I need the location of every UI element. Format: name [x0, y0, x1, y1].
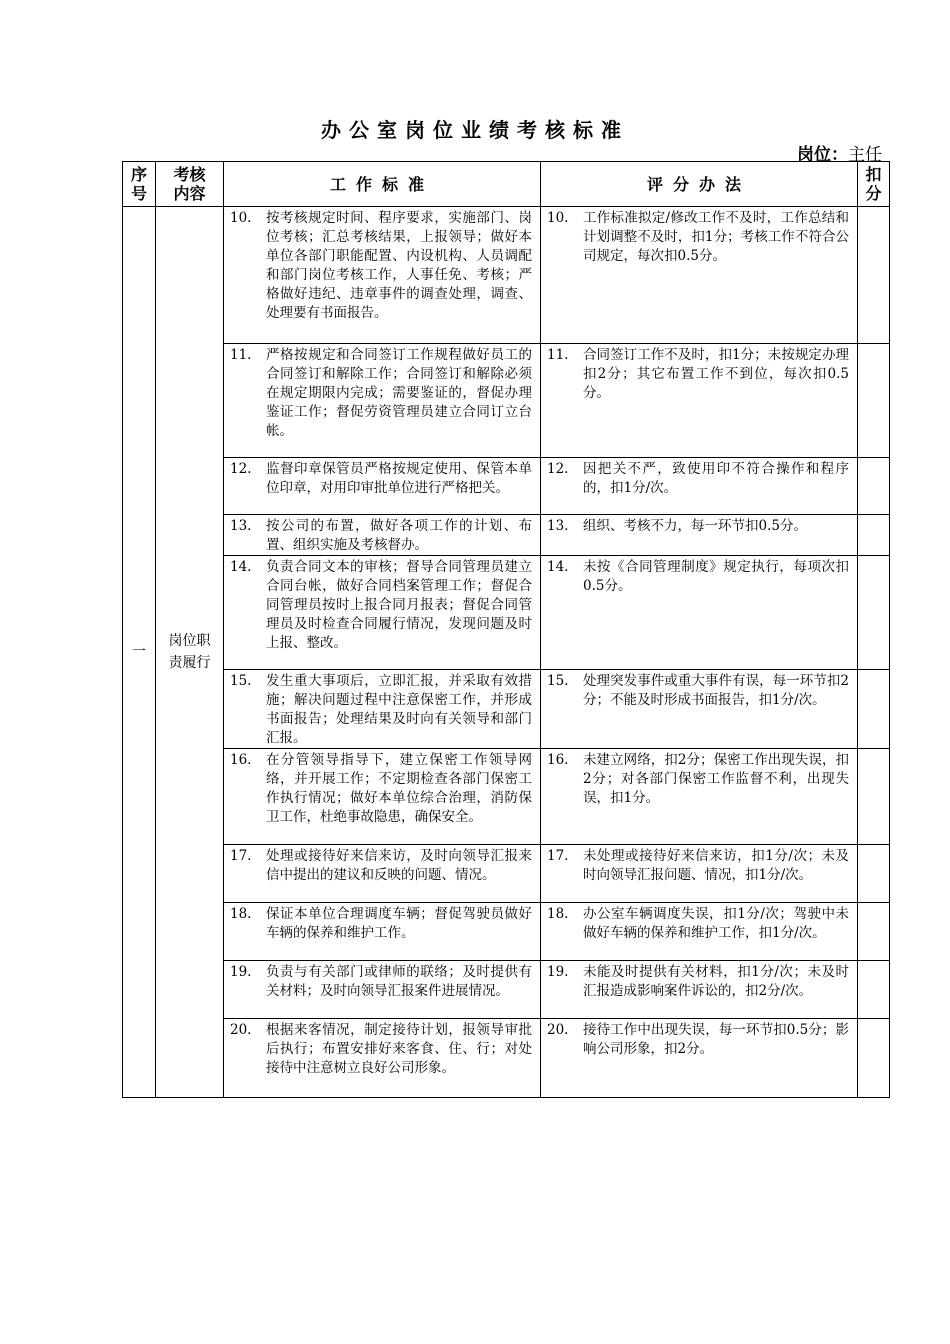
- standard-cell-number: 15.: [230, 673, 252, 689]
- method-cell-number: 10.: [547, 210, 569, 226]
- standard-cell: [224, 556, 541, 670]
- standard-cell-text: 在分管领导指导下，建立保密工作领导网络，并开展工作；不定期检查各部门保密工作执行情况；做好本单位综合治理，消防保卫工作，杜绝事故隐患，确保安全。: [266, 752, 532, 825]
- header-deduct: 扣分: [858, 162, 890, 207]
- standard-cell-text: 处理或接待好来信来访，及时向领导汇报来信中提出的建议和反映的问题、情况。: [266, 848, 532, 883]
- deduct-cell[interactable]: [858, 845, 890, 903]
- method-cell-text: 接待工作中出现失误，每一环节扣0.5分；影响公司形象，扣2分。: [583, 1022, 849, 1057]
- standard-cell-text: 按公司的布置，做好各项工作的计划、布置、组织实施及考核督办。: [266, 518, 532, 553]
- standard-cell: [224, 515, 541, 556]
- table-row: [123, 1019, 890, 1098]
- standard-cell: [224, 749, 541, 845]
- deduct-cell[interactable]: [858, 670, 890, 749]
- method-cell-text: 未能及时提供有关材料，扣1分/次；未及时汇报造成影响案件诉讼的，扣2分/次。: [583, 964, 849, 999]
- standard-cell-number: 19.: [230, 964, 252, 980]
- post-value: 主任: [848, 145, 882, 165]
- method-cell: [541, 961, 858, 1019]
- standard-cell-number: 17.: [230, 848, 252, 864]
- method-cell: [541, 749, 858, 845]
- standard-cell-number: 18.: [230, 906, 252, 922]
- standard-cell-number: 10.: [230, 210, 252, 226]
- standard-cell-text: 严格按规定和合同签订工作规程做好员工的合同签订和解除工作；合同签订和解除必须在规定期限内完成；需要鉴证的，督促办理鉴证工作；督促劳资管理员建立合同订立台帐。: [266, 347, 532, 439]
- method-cell-number: 17.: [547, 848, 569, 864]
- method-cell-number: 11.: [547, 347, 569, 363]
- header-row: [123, 162, 890, 207]
- table-row: [123, 515, 890, 556]
- standard-cell: [224, 1019, 541, 1098]
- method-cell-number: 15.: [547, 673, 569, 689]
- standard-cell-number: 20.: [230, 1022, 252, 1038]
- method-cell-number: 16.: [547, 752, 569, 768]
- method-cell: [541, 458, 858, 515]
- method-cell-number: 19.: [547, 964, 569, 980]
- deduct-cell[interactable]: [858, 903, 890, 961]
- standard-cell: [224, 344, 541, 458]
- table-row: [123, 845, 890, 903]
- standard-cell-text: 监督印章保管员严格按规定使用、保管本单位印章，对用印审批单位进行严格把关。: [266, 461, 532, 496]
- method-cell: [541, 515, 858, 556]
- method-cell-number: 13.: [547, 518, 569, 534]
- method-cell-text: 未建立网络，扣2分；保密工作出现失误，扣2分；对各部门保密工作监督不利，出现失误，扣1分。: [583, 752, 849, 806]
- table-row: [123, 749, 890, 845]
- standard-cell-number: 12.: [230, 461, 252, 477]
- method-cell-number: 12.: [547, 461, 569, 477]
- method-cell: [541, 845, 858, 903]
- category-cell: 岗位职责履行: [156, 207, 224, 1098]
- table-row: [123, 961, 890, 1019]
- method-cell-text: 因把关不严，致使用印不符合操作和程序的，扣1分/次。: [583, 461, 849, 496]
- standard-cell-text: 负责合同文本的审核；督导合同管理员建立合同台帐，做好合同档案管理工作；督促合同管理员按时上报合同月报表；督促合同管理员及时检查合同履行情况，发现问题及时上报、整改。: [266, 559, 532, 651]
- standard-cell-text: 根据来客情况，制定接待计划，报领导审批后执行；布置安排好来客食、住、行；对处接待中注意树立良好公司形象。: [266, 1022, 532, 1076]
- deduct-cell[interactable]: [858, 749, 890, 845]
- method-cell: [541, 344, 858, 458]
- method-cell: [541, 1019, 858, 1098]
- deduct-cell[interactable]: [858, 1019, 890, 1098]
- deduct-cell[interactable]: [858, 458, 890, 515]
- assessment-table: [122, 161, 890, 1098]
- standard-cell: [224, 961, 541, 1019]
- method-cell-number: 18.: [547, 906, 569, 922]
- standard-cell-number: 16.: [230, 752, 252, 768]
- table-row: [123, 903, 890, 961]
- method-cell-text: 办公室车辆调度失误，扣1分/次；驾驶中未做好车辆的保养和维护工作，扣1分/次。: [583, 906, 849, 941]
- header-method: 评分办法: [541, 162, 858, 207]
- method-cell-text: 组织、考核不力，每一环节扣0.5分。: [583, 518, 807, 534]
- header-standard: 工作标准: [224, 162, 541, 207]
- seq-cell: 一: [123, 207, 156, 1098]
- standard-cell-number: 14.: [230, 559, 252, 575]
- method-cell-text: 合同签订工作不及时，扣1分；未按规定办理扣2分；其它布置工作不到位，每次扣0.5分。: [583, 347, 849, 401]
- standard-cell: [224, 845, 541, 903]
- standard-cell: [224, 458, 541, 515]
- header-seq: 序号: [123, 162, 156, 207]
- method-cell-text: 处理突发事件或重大事件有误，每一环节扣2分；不能及时形成书面报告，扣1分/次。: [583, 673, 849, 708]
- standard-cell-text: 负责与有关部门或律师的联络；及时提供有关材料；及时向领导汇报案件进展情况。: [266, 964, 532, 999]
- deduct-cell[interactable]: [858, 515, 890, 556]
- method-cell: [541, 670, 858, 749]
- method-cell-text: 未处理或接待好来信来访，扣1分/次；未及时向领导汇报问题、情况，扣1分/次。: [583, 848, 849, 883]
- standard-cell: [224, 670, 541, 749]
- method-cell: [541, 903, 858, 961]
- deduct-cell[interactable]: [858, 556, 890, 670]
- table-row: [123, 556, 890, 670]
- standard-cell-text: 保证本单位合理调度车辆；督促驾驶员做好车辆的保养和维护工作。: [266, 906, 532, 941]
- method-cell: [541, 207, 858, 344]
- method-cell-text: 工作标准拟定/修改工作不及时，工作总结和计划调整不及时，扣1分；考核工作不符合公司规定，每次扣0.5分。: [583, 210, 849, 264]
- method-cell-number: 14.: [547, 559, 569, 575]
- deduct-cell[interactable]: [858, 207, 890, 344]
- deduct-cell[interactable]: [858, 344, 890, 458]
- standard-cell: [224, 903, 541, 961]
- method-cell-text: 未按《合同管理制度》规定执行，每项次扣0.5分。: [583, 559, 849, 594]
- standard-cell-number: 11.: [230, 347, 252, 363]
- standard-cell: [224, 207, 541, 344]
- header-content: 考核内容: [156, 162, 224, 207]
- method-cell-number: 20.: [547, 1022, 569, 1038]
- page-title: 办公室岗位业绩考核标准: [321, 118, 629, 142]
- deduct-cell[interactable]: [858, 961, 890, 1019]
- table-row: [123, 207, 890, 344]
- post-label: 岗位：: [797, 145, 848, 165]
- standard-cell-text: 按考核规定时间、程序要求，实施部门、岗位考核；汇总考核结果，上报领导；做好本单位各部门职能配置、内设机构、人员调配和部门岗位考核工作，人事任免、考核；严格做好违纪、违章事件的调查处理，调查、处理要有书面报告。: [266, 210, 532, 321]
- standard-cell-number: 13.: [230, 518, 252, 534]
- table-row: [123, 670, 890, 749]
- standard-cell-text: 发生重大事项后，立即汇报，并采取有效措施；解决问题过程中注意保密工作，并形成书面报告；处理结果及时向有关领导和部门汇报。: [266, 673, 532, 746]
- table-row: [123, 344, 890, 458]
- method-cell: [541, 556, 858, 670]
- table-row: [123, 458, 890, 515]
